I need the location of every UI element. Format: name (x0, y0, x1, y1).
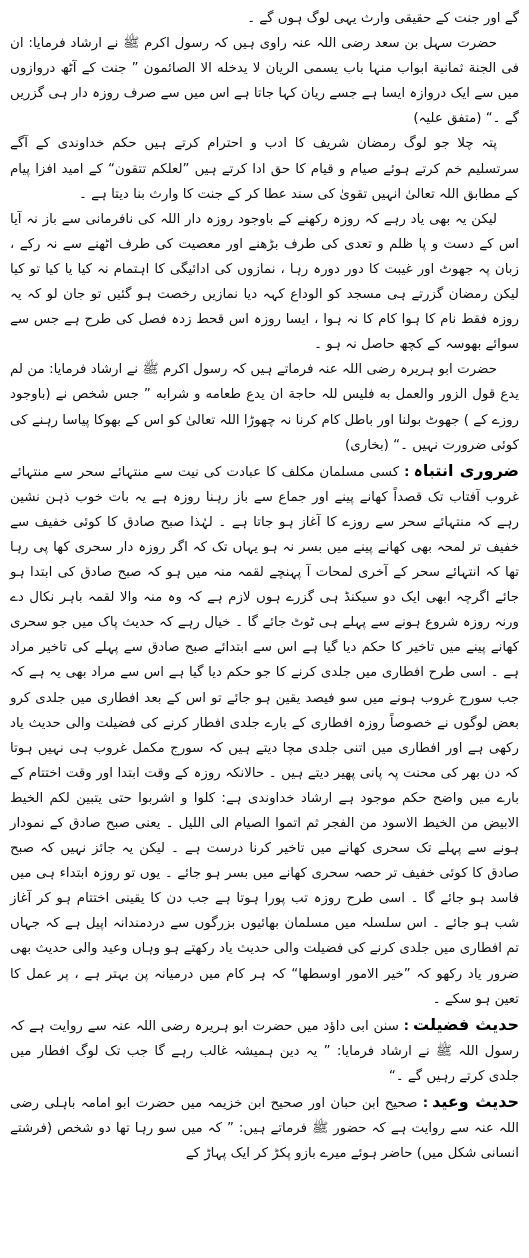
section-hadith-waeed (10, 1089, 519, 1166)
section-text-hadith-fazilat: سنن ابی داؤد میں حضرت ابو ہریرہ رضی اللہ عنہ سے روایت ہے کہ رسول اللہ ﷺ نے ارشاد فرمایا: ” یہ دین ہمیشہ غالب رہے گا جب تک لوگ افطار میں جلدی کرتے رہیں گے ۔“ (10, 1018, 519, 1084)
heading-colon: : (404, 464, 410, 480)
heading-colon: : (403, 1018, 409, 1034)
section-text-hadith-waeed: صحیح ابن حبان اور صحیح ابن خزیمہ میں حضرت ابو امامہ باہلی رضی اللہ عنہ سے روایت ہے کہ حضور ﷺ فرماتے ہیں: ” کہ میں سو رہا تھا دو شخص (فرشتے انسانی شکل میں) حاضر ہوئے میرے بازو پکڑ کر ایک پہاڑ کے (10, 1096, 519, 1162)
section-heading-hadith-fazilat: حدیث فضیلت (413, 1014, 519, 1034)
section-hadith-fazilat (10, 1012, 519, 1089)
paragraph-taqwa: پتہ چلا جو لوگ رمضان شریف کا ادب و احترام کرتے ہیں حکم خداوندی کے آگے سرتسلیم خم کرتے ہوئے صیام و قیام کا حق ادا کرتے ہیں ”لعلکم تتقون“ کے امید افزا پیام کے مطابق اللہ تعالیٰ انہیں تقویٰ کی سند عطا کر کے جنت کا وارث بنا دیتا ہے ۔ (10, 136, 519, 202)
section-text-zaroori-intibah: کسی مسلمان مکلف کا عبادت کی نیت سے منتہائے سحر سے منتہائے غروب آفتاب تک قصداً کھانے پینے اور جماع سے باز رہنا روزہ ہے یہ بات خوب ذہن نشین رہے کہ منتہائے سحر سے روزے کا آغاز ہو جاتا ہے ۔ لہٰذا صبح صادق کا کوئی خفیف سے خفیف تر لمحہ بھی کھانے پینے میں بسر نہ ہو یہاں تک کہ اگر روزہ دار سحری کھا پی رہا تھا کہ انتہائے سحر کے آخری لمحات آ پہنچے لقمہ منہ میں ہو کہ صبح صادق کی ابتدا ہو جائے اگرچہ ابھی ایک دو سیکنڈ ہی گزرے ہوں لازم ہے کہ وہ منہ والا لقمہ باہر نکال دے ورنہ روزہ شروع ہونے سے پہلے ہی ٹوٹ جائے گا ۔ خیال رہے کہ حدیث پاک میں جو سحری کھانے پینے میں تاخیر کا حکم دیا گیا ہے اس سے ابتدائے صبح صادق سے پہلے کی تاخیر مراد ہے ۔ اسی طرح افطاری میں جلدی کرنے کا جو حکم دیا گیا ہے اس سے مراد بھی یہ ہے کہ جب سورج غروب ہونے میں سو فیصد یقین ہو جائے تو اس کے بعد افطاری میں جلدی کرو بعض لوگوں نے خصوصاً روزہ افطاری کے بارے جلدی افطار کرنے کی فضیلت والی حدیث یاد رکھی ہے اور افطاری میں اتنی جلدی مچا دیتے ہیں کہ سورج مکمل غروب ہی نہیں ہوتا کہ دن بھر کی محنت پہ پانی پھیر دیتے ہیں ۔ حالانکہ روزہ کے وقت ابتدا اور وقت اختتام کے بارے میں واضح حکم موجود ہے ارشاد خداوندی ہے: کلوا و اشربوا حتی یتبین لکم الخیط الابیض من الخیط الاسود من الفجر ثم اتموا الصیام الی اللیل ۔ یعنی صبح صادق کے نمودار ہونے سے پہلے تک سحری کھانے میں تاخیر کرنا درست ہے ۔ لیکن یہ جائز نہیں کہ صبح صادق کا کوئی خفیف تر حصہ سحری کھانے میں بسر ہو جائے ۔ یوں تو روزہ ابتداء ہی میں فاسد ہو جائے گا ۔ اسی طرح روزہ تب پورا ہوتا ہے جب دن کا یقینی اختتام ہو کر آغاز شب ہو جائے ۔ اس سلسلہ میں مسلمان بھائیوں بزرگوں سے دردمندانہ اپیل ہے کہ جہاں تم افطاری میں جلدی کرنے کی فضیلت والی حدیث یاد رکھتے ہو وہاں وعید والی حدیث بھی ضرور یاد رکھو کہ ”خیر الامور اوسطھا“ کہ ہر کام میں درمیانہ پن بہتر ہے ، پر عمل کا تعین ہو سکے ۔ (10, 464, 519, 1007)
section-zaroori-intibah (10, 458, 519, 1012)
section-heading-zaroori-intibah: ضروری انتباہ (413, 460, 519, 480)
paragraph-hadith-false-speech: حضرت ابو ہریرہ رضی اللہ عنہ فرماتے ہیں کہ رسول اکرم ﷺ نے ارشاد فرمایا: من لم یدع قول الزور والعمل به فلیس للہ حاجة ان یدع طعامه و شرابه ” جس شخص نے (باوجود روزے کے ) جھوٹ بولنا اور باطل کام کرنا نہ چھوڑا اللہ تعالیٰ کو اس کے بھوکا پیاسا رہنے کی کوئی ضرورت نہیں ۔“ (بخاری) (10, 362, 519, 453)
heading-colon: : (422, 1096, 429, 1112)
paragraph-warning-disobedience: لیکن یہ بھی یاد رہے کہ روزہ رکھنے کے باوجود روزہ دار اللہ کی نافرمانی سے باز نہ آیا اس کے دست و پا ظلم و تعدی کی طرف بڑھنے اور معصیت کی طرف اٹھنے سے نہ رکے ، زبان پہ جھوٹ اور غیبت کا دور دورہ رہا ، نمازوں کی ادائیگی کا اہتمام نہ کیا یا کیا تو کیا لیکن رمضان گزرتے ہی مسجد کو الوداع کہہ دیا نمازیں رخصت ہو گئیں تو جان لو کہ یہ روزہ فقط نام کا ہوا کام کا نہ ہوا ، ایسا روزہ اس قحط زدہ فصل کی طرح ہے جس سے سوائے بھوسہ کے کچھ حاصل نہ ہو ۔ (10, 211, 519, 353)
section-heading-hadith-waeed: حدیث وعید (432, 1092, 520, 1112)
paragraph-hadith-rayyan: حضرت سہل بن سعد رضی اللہ عنہ راوی ہیں کہ رسول اکرم ﷺ نے ارشاد فرمایا: ان فی الجنة ثمانیة ابواب منہا باب یسمی الریان لا یدخله الا الصائمون ” جنت کے آٹھ دروازوں میں سے ایک دروازہ ایسا ہے جسے ریان کہا جاتا ہے اس میں سے صرف روزہ دار ہی گزریں گے ۔“ (متفق علیہ) (10, 36, 519, 127)
paragraph-continuation: گے اور جنت کے حقیقی وارث یہی لوگ ہوں گے ۔ (247, 11, 519, 26)
